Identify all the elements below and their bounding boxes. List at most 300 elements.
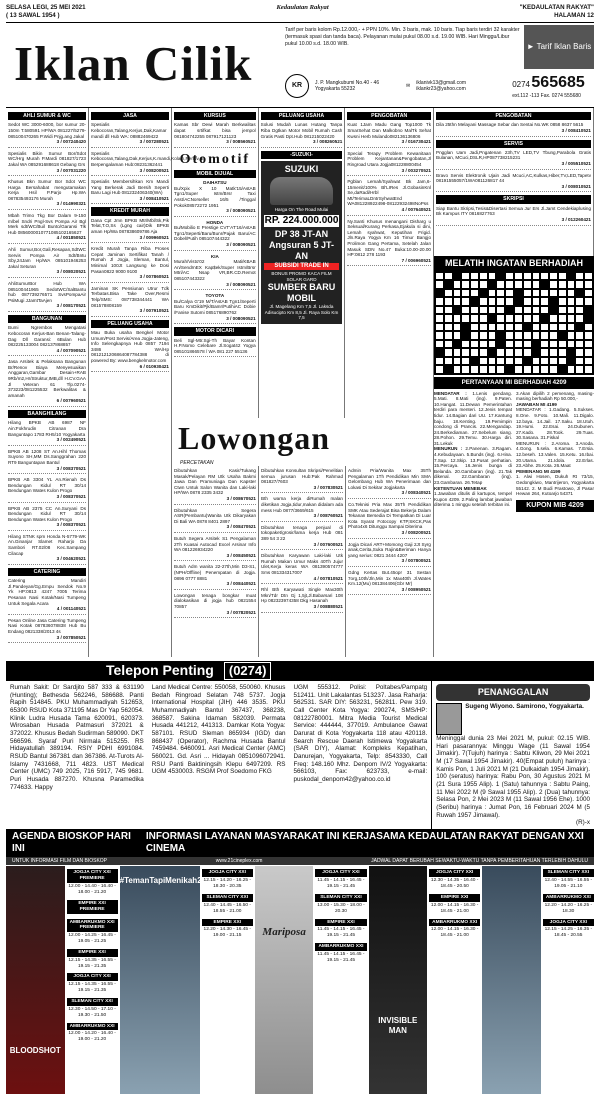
right-block — [434, 108, 594, 657]
telepon-area: (0274) — [224, 662, 272, 680]
crossword-cell — [532, 323, 541, 332]
category-header: BANGUNAN — [8, 315, 86, 323]
classified-ad — [8, 420, 86, 445]
suzuki-price: RP. 224.000.000 — [264, 214, 339, 226]
ad-text: Spesialis Kebocoran,Talang,Kerjus,Dak,Kamar mandi dll Hub WA: 08882469422 — [91, 122, 167, 139]
crossword-cell — [453, 323, 462, 332]
classified-ad — [174, 299, 256, 324]
ad-text: Hilang STNK spm Honda N-5779-WK An.Ginanjar Slamet Raharjo Da Sambori RT.02/08 Kec.Sampang Cilacap — [8, 533, 86, 556]
film-poster: INVISIBLE MAN — [369, 866, 428, 1094]
crossword-cell — [505, 323, 514, 332]
portrait-photo — [436, 703, 462, 735]
agenda-website: www.21cineplex.com — [215, 858, 263, 865]
classified-ad — [8, 359, 86, 407]
crossword-cell — [488, 289, 497, 298]
crossword-cell — [514, 348, 523, 357]
ad-text: Bth warna kerja diRumah malan diketikan Jogja,tidur,makan didalam ada mess Hub 0877/3669/615 — [261, 496, 343, 513]
crossword-cell — [496, 280, 505, 289]
ad-ref: 7 / 006960521 — [401, 257, 431, 263]
crossword-cell — [505, 280, 514, 289]
suzuki-brand: SUZUKI — [284, 164, 319, 175]
ad-ref: 3 / 008880521 — [313, 603, 343, 609]
crossword-cell — [567, 306, 576, 315]
crossword-cell — [558, 323, 567, 332]
crossword-cell — [444, 272, 453, 281]
ad-ref: 3 / 008200521 — [401, 530, 431, 536]
crossword-black-cell — [584, 306, 593, 315]
penanggalan-name: Sugeng Wiyono. Samirono, Yogyakarta. — [465, 702, 584, 710]
ad-text: Dibutuhkan Karyawan Laki-laki Utk Rumah Makan Umur Maks 40Th Jujur Ulet,Kerja keras WA 081390574777 Sms 081334317007 — [261, 553, 343, 575]
showtimes: 11.45 - 14.15 - 16.45 - 19.15 - 21.45 — [317, 951, 365, 963]
classified-ad — [348, 502, 431, 539]
ad-ref: 3 / 008670521 — [226, 496, 256, 502]
otomotif-col-1 — [172, 108, 259, 418]
ad-ref: 3 / 008090521 — [226, 281, 256, 287]
showtimes: 12.40 - 14.55 - 16.55 - 19.05 - 21.10 — [544, 878, 593, 890]
crossword-cell — [496, 297, 505, 306]
crossword-cell — [435, 331, 444, 340]
crossword-cell — [549, 323, 558, 332]
crossword-cell — [435, 272, 444, 281]
classified-ad — [347, 219, 431, 267]
classified-ad — [347, 179, 431, 216]
crossword-cell — [479, 365, 488, 374]
brand-subheader: DAIHATSU — [203, 180, 227, 186]
otomotif-col-2 — [259, 108, 346, 418]
showtimes: 12.00 - 14.40 - 16.40 - 18.00 - 21.20 — [68, 884, 116, 895]
crossword-cell — [523, 280, 532, 289]
category-header: SERVIS — [436, 140, 591, 148]
crossword-cell — [470, 331, 479, 340]
showtimes: 12.30 - 14.35 - 16.40 - 18.45 - 20.50 — [430, 878, 479, 890]
phone-ext: ext.112 -113 Fax. 0274 555680 — [512, 92, 581, 99]
cinema-name: SLEMAN CITY XXI — [543, 869, 594, 877]
crossword-cell — [567, 289, 576, 298]
crossword-cell — [567, 323, 576, 332]
crossword-cell — [532, 331, 541, 340]
ad-text: BPKB AB 1208 ST An.Hihl Thomas Suyono SH,MM Ds.Sanggrahan 220 RT9 Banguntapan Bantul — [8, 448, 86, 465]
crossword-cell — [514, 331, 523, 340]
phone-area: 0274 — [512, 80, 530, 90]
crossword-cell — [532, 297, 541, 306]
crossword-cell — [549, 348, 558, 357]
crossword-cell — [461, 357, 470, 366]
crossword-cell — [523, 297, 532, 306]
crossword-cell — [470, 323, 479, 332]
cinema-name: EMPIRE XXI — [202, 919, 253, 927]
ad-text: Sedot WC 3000-6000, bor sumur 20-150m T.580591 HP/WA 081227/5279-085100470265 P.Widi Pnjg.ang Jakal — [8, 122, 86, 139]
classified-ad — [348, 542, 431, 567]
crossword-cell — [488, 306, 497, 315]
classified-ad — [8, 506, 86, 531]
suzuki-bonus: BONUS PROMO KACA FILM SOLAR GARD — [271, 271, 332, 282]
ad-ref: 3 / 007860521 — [139, 274, 169, 280]
classified-ad — [8, 122, 86, 147]
ad-ref: 3 / 012260421 — [561, 216, 591, 222]
crossword-cell — [470, 280, 479, 289]
ad-ref: 3 / 008370521 — [56, 493, 86, 499]
category-peluang-usaha: PELUANG USAHA — [261, 112, 343, 120]
email-icon: ✉ — [406, 82, 411, 89]
crossword-cell — [523, 365, 532, 374]
classified-ad — [8, 247, 86, 278]
kr-logo-icon: KR — [285, 74, 309, 98]
ad-ref: 3 / 007830521 — [313, 484, 343, 490]
classified-ad — [174, 468, 256, 505]
ad-text: Lowongan tenaga bongkar muat dialokasikan di jogja hub 0821554 70857 — [174, 592, 256, 609]
crossword-black-cell — [496, 340, 505, 349]
crossword-black-cell — [540, 314, 549, 323]
ad-text: Pgblan Lemah/Syahwat Bk Jam,6-15menit/100% Bl'LIRes Jl.GobasinKnl Se,daRadi/Hrbl Mt/TerimaLDntrSyhwatEnd WA081228922498-08122932498NoPss — [347, 179, 431, 207]
crossword-cell — [549, 314, 558, 323]
ad-ref: 3 / 008370521 — [56, 465, 86, 471]
penanggalan-text: Meninggal dunia 23 Mei 2021 M, pukul: 02.15 WIB. Hari pasarannya: Minggu Wage (11 Sawal 1954 Jimakir). 7(Tujuh) harinya : Sabtu Kliwon, 29 Mei 2021 M (17 Sawal 1954 Jimakir). 40(Empat puluh) harinya : Kamis Pon, 1 Juli 2021 M (21 Dulkaidah 1954 Jimakir). 100 (seratus) harinya: Rabu Pon, 30 Agustus 2021 M (21 Sura 1955 Alip). 1 (Satu) tahunnya : Sabtu Paing, 11 Mei 2022 M (9 Sawal 1955 Alip). 2 (Dua) tahunnya: Selasa Pon, 2 Mei 2023 M (11 Sawal 1956 Ehe). 1000 (Seribu) harinya : Jumat Pon, 16 Februari 2024 M (5 Ruwah 1957 Jimawal). — [436, 734, 590, 819]
ad-text: Pesan Online Jasa Catering Tumpeng Nasi Kotak 087836078838 Hub Bu Endang 0821338/2013 4s — [8, 617, 86, 634]
showtimes: 12.00 - 14.15 - 16.30 - 18.45 - 21.00 — [430, 927, 479, 939]
classified-ad — [347, 122, 431, 147]
crossword-cell — [575, 280, 584, 289]
cinema-name: EMPIRE XXI — [67, 949, 118, 957]
mobil-ads — [174, 180, 256, 324]
crossword-cell — [514, 272, 523, 281]
classified-ad — [8, 477, 86, 502]
showtimes: 12.00 - 14.25 - 16.45 - 19.05 - 21.25 — [68, 933, 116, 945]
ad-ref: 3 / 008470521 — [226, 524, 256, 530]
penanggalan-title: PENANGGALAN — [436, 684, 590, 701]
ad-text: Dibutuhkan Konsultan Skripsi/Penelitian semua jurusan Hub:Pak Rahmad 081827/7603 — [261, 468, 343, 485]
penanggalan-content — [436, 703, 590, 735]
classified-ad — [91, 330, 169, 372]
crossword-black-cell — [461, 331, 470, 340]
classified-ad: Beli Sgl-Mtr.Sgi-Th Bayar Kontan H.P.Nomo Celebare Jl.Sogat42 Yogya 085101866578 / WA 081 227 55136 — [174, 338, 256, 358]
ad-text: Dibutuhkan Segera ASR(Pembantu)Wanita Utk Dikaryakan Di Bali WA 0878 8401 2897 — [174, 507, 256, 524]
crossword-cell — [470, 306, 479, 315]
crossword-cell — [453, 365, 462, 374]
film-schedule — [315, 866, 366, 1094]
crossword-cell — [479, 331, 488, 340]
crossword-cell — [488, 323, 497, 332]
crossword-cell — [558, 297, 567, 306]
crossword-cell — [435, 365, 444, 374]
ad-ref: 3 / 008170521 — [56, 303, 86, 309]
crossword-black-cell — [549, 297, 558, 306]
crossword-black-cell — [575, 323, 584, 332]
phone-block — [512, 73, 585, 99]
ad-ref: 3 / 004620521 — [56, 556, 86, 562]
crossword-cell — [567, 340, 576, 349]
crossword-cell — [461, 280, 470, 289]
ad-ref: 3 / 002490521 — [56, 437, 86, 443]
crossword-cell — [444, 340, 453, 349]
ad-text: Spesialis Kebocoran,Talang,Dak,Kerjus,K.mandi,Kolam,Renov,dll Berpengalaman Hub:08231362441 — [91, 150, 205, 167]
ad-text: Dana Cpt Jmn BPKB Mtr/Mbl/Sk,Pik Telat,T.O,Ss (Lgng cair)Dik BPKB aman Hp/Wa 087838609786 Aja — [91, 217, 169, 234]
crossword-cell — [558, 306, 567, 315]
crossword-cell — [540, 357, 549, 366]
crossword-black-cell — [540, 280, 549, 289]
crossword-cell — [567, 365, 576, 374]
category-suzuki: -SUZUKI- — [261, 151, 343, 159]
classified-ad — [436, 206, 591, 226]
suzuki-angsuran: Angsuran 5 JT-AN — [269, 239, 335, 261]
ad-ref: 3 / 005510521 — [561, 161, 591, 167]
crossword-cell — [540, 323, 549, 332]
classified-ad — [174, 259, 256, 290]
crossword-cell — [505, 272, 514, 281]
crossword-cell — [505, 331, 514, 340]
crossword-cell — [532, 314, 541, 323]
crossword-cell — [444, 289, 453, 298]
category-header: SKRIPSI — [436, 195, 591, 203]
film-poster: Mariposa — [255, 866, 314, 1094]
ad-text: Bu/Xpix X 10 Matk'15/AstAB Tgn1/Super Istm/Brsr Taxi Asst/ACNorsellet 16/5 /Tinggal Pokok08572272 1951 — [174, 185, 256, 208]
center-block — [172, 108, 434, 657]
cinema-name: JOGJA CITY XXI — [429, 869, 480, 877]
crossword-cell — [523, 314, 532, 323]
suzuki-line1: Harga On The Road Mulai — [274, 207, 329, 213]
category-header: BAANGHILANG — [8, 410, 86, 418]
crossword-cell — [505, 314, 514, 323]
crossword-black-cell — [558, 331, 567, 340]
film-schedule — [429, 866, 480, 1094]
ad-ref: 3 / 007910521 — [139, 308, 169, 314]
lowongan-sub: PERCETAKAN — [180, 460, 214, 466]
crossword-cell — [461, 348, 470, 357]
crossword-black-cell — [523, 323, 532, 332]
tarif-row — [281, 25, 594, 69]
ad-text: Siap Bantu Skripsi,Tesis&Disertasi Semua Jur Ers Jl.Jamt Cendekiaplusing Bk Kampus ITY 0816827763 — [436, 205, 591, 217]
classified-ad — [261, 553, 343, 584]
crossword-cell — [514, 314, 523, 323]
crossword-cell — [479, 280, 488, 289]
crossword-cell — [558, 314, 567, 323]
crossword-cell — [453, 314, 462, 323]
ad-text: Kuat 1Jam Madu Gang Top1000 Tk SmarSehat Dan Malkobno MalTk Sehat Kwsni Herb Mulando082136136806 — [347, 122, 431, 139]
showtimes: 13.00 - 15.30 - 18.00 - 20.30 — [317, 902, 365, 914]
tts-clues — [434, 391, 594, 513]
classified-ad — [436, 150, 591, 170]
ad-text: BPKB AB 3304 YL An.Rienah Ds Bendungan Kidul RT 30/14 Bendungan Wates Kulon Progo — [8, 477, 86, 494]
suzuki-address: Jl. Magelang Km 7,5 Jl. Laksda Adisucipto Km 8,5 Jl. Raya Solo Km 7,5 — [264, 304, 339, 321]
ad-ref: 3 / 008370521 — [56, 522, 86, 528]
crossword-cell — [523, 289, 532, 298]
film-poster: BLOODSHOT — [6, 866, 65, 1094]
ad-text: Bravo Servis Elektronik Ujain Jadi Mcuci,AC,Kulkas,Hiber,TV,LED,Tapetv 08191555057/1WA081126817 44 — [436, 172, 591, 184]
crossword-black-cell — [584, 314, 593, 323]
tarif-badge — [524, 25, 594, 69]
crossword-grid — [434, 271, 594, 375]
crossword-cell — [479, 323, 488, 332]
ad-ref: 3 / 008950521 — [401, 586, 431, 592]
crossword-cell — [435, 340, 444, 349]
crossword-cell — [435, 357, 444, 366]
crossword-cell — [470, 272, 479, 281]
lowongan-column — [346, 466, 433, 657]
ad-text: Jaminan SK Pensiunan Utrur Tdk Terbatas.Bisa Take Over,Resmi Telp/SMS: 087738344441 WA 081578808159 — [91, 285, 169, 308]
crossword-cell — [444, 314, 453, 323]
address: J. P. Mangkubumi No.40 - 46 Yogyakarta 55232 — [315, 79, 380, 92]
crossword-cell — [540, 306, 549, 315]
crossword-cell — [496, 348, 505, 357]
ad-text: Admin Pria/Wanita Max 35Th Pengalaman 1Th Pendidikan Min SMA Gelombang Hub WA Penerimaan dan Lokasi Di Sekitar Jogjakarta — [348, 468, 431, 490]
crossword-cell — [470, 348, 479, 357]
lowongan-column — [172, 466, 259, 657]
crossword-cell — [435, 323, 444, 332]
penanggalan-sign: (R)-x — [576, 819, 590, 827]
cinema-name: AMBARRUKMO XXI PREMIERE — [67, 919, 118, 933]
crossword-cell — [549, 331, 558, 340]
tts-subtitle: PERTANYAAN MI BERHADIAH 4209 — [434, 377, 594, 389]
brand-subheader: HONDA — [206, 219, 224, 225]
crossword-black-cell — [567, 272, 576, 281]
crossword-cell — [584, 280, 593, 289]
showtimes: 12.15 - 14.20 - 16.25 - 18.30 - 20.35 — [203, 878, 252, 890]
crossword-black-cell — [567, 357, 576, 366]
crossword-cell — [584, 272, 593, 281]
crossword-cell — [479, 272, 488, 281]
crossword-cell — [444, 323, 453, 332]
showtimes: 12.30 - 14.50 - 17.10 - 19.30 - 21.50 — [68, 1006, 116, 1018]
lowongan-column — [259, 466, 346, 657]
ad-ref: 3 / 007600521 — [313, 541, 343, 547]
cinema-name: EMPIRE XXI — [429, 894, 480, 902]
ad-text: Jasa Arsitek & Pelaksana Bangunan Br/Renov Biaya Menyesuaikan Anggaran,Gambar Desain+RAB 9Rb/m2,Hr/Struktur,IMB,dll H.CV.GAA Jl Veteran 61 Tlp.0274-373223/081225532 Berkwalitas & amanah — [8, 359, 86, 398]
crossword-cell — [488, 272, 497, 281]
cinema-name: EMPIRE XXI PREMIERE — [67, 900, 118, 914]
ad-ref: 3 / 008760521 — [313, 513, 343, 519]
header-rule — [6, 22, 594, 23]
ad-text: AhliSumurBor Hub WA 085100441965 SedotWC/SalBantu hub 087739276571 SvsPompaAir PsiMugi JJamtTaAjen — [8, 281, 86, 303]
cinema-name: SLEMAN CITY XXI — [315, 894, 366, 902]
crossword-cell — [435, 297, 444, 306]
film-poster: #TemanTapiMenikah2 — [120, 866, 200, 1094]
cinema-name: JOGJA CITY XXI — [202, 869, 253, 877]
agenda-info: INFORMASI LAYANAN MASYARAKAT INI KERJASAMA KEDAULATAN RAKYAT DENGAN XXI CINEMA — [145, 831, 584, 855]
classified-ad — [8, 325, 86, 356]
category-header: PELUANG USAHA — [91, 320, 169, 328]
crossword-cell — [575, 314, 584, 323]
classified-ad — [91, 179, 169, 204]
cinema-name: JOGJA CITY XXI PREMIERE — [67, 869, 118, 883]
crossword-cell — [488, 340, 497, 349]
crossword-cell — [461, 272, 470, 281]
ad-ref: 3 / 003270521 — [401, 167, 431, 173]
classified-ad — [436, 122, 591, 136]
crossword-cell — [558, 289, 567, 298]
tts-title: MELATIH INGATAN BERHADIAH — [434, 256, 594, 271]
ad-text: Spesialis Membersihkan Km Mandi Yang Berkerak Jadi Bersih Seperti Baru Lagi Hub 081232406340(WA) — [91, 179, 169, 196]
ad-text: Butuh Adm wanita 22-27th,Min D3-S1,(NPH/Offline) Penempatan di Jogja. 0896 0777 8881 — [174, 564, 256, 581]
otomotif-title: Otomotif — [179, 151, 251, 167]
crossword-cell — [514, 280, 523, 289]
crossword-black-cell — [549, 306, 558, 315]
ad-ref: 6 / 007960521 — [56, 398, 86, 404]
crossword-cell — [514, 323, 523, 332]
showtimes: 12.00 - 14.20 - 16.40 - 19.00 - 21.20 — [68, 1031, 116, 1043]
telepon-col-2: Land Medical Centre: 550058, 550060. Khusus Bedah Ringroad Selatan 748 5737. Jogja International Hospital (JIH) 446 3535. PKU Muhammadiyah Bantul 367437, 368238, 368587. Sakina Idaman 582039. Permata Husada 441212, 441313. Damkar Kota Yogya: 587101. RSUD Sleman 865934 (IGD) dan 868437 (Operator), Rachma Husada Bantul 7459484. 6460091. Asri Medical Center (AMC) 560021. Gd. Asri ... Hidayah 0851096072941. RSU Panti Baktiningsih Klepu 6497209. RS UGM 4530003. RSGM Prof Soedomo FKG — [151, 684, 286, 776]
ad-text: Jogja Dicari ART+Momong Gaji 2Jt Syrg anak,Cerita,Suka Rajin&Beriman Hanya yang serius: 0821 3444 4207 — [348, 541, 431, 558]
ad-ref: 3 / 007800521 — [401, 558, 431, 564]
film-schedule — [543, 866, 594, 1094]
showtimes: 12.00 - 14.15 - 16.30 - 18.45 - 21.00 — [430, 902, 479, 914]
ad-ref: 4 / 007810521 — [313, 575, 343, 581]
classified-ad — [91, 246, 169, 283]
crossword-black-cell — [453, 272, 462, 281]
classified-ad — [8, 449, 86, 474]
phone-number: 565685 — [531, 74, 585, 92]
crossword-black-cell — [470, 297, 479, 306]
film-schedule — [202, 866, 253, 1094]
crossword-cell — [470, 365, 479, 374]
crossword-cell — [523, 340, 532, 349]
cinema-name: AMBARRUKMO XXI — [67, 1023, 118, 1031]
cinema-name: SLEMAN CITY XXI — [67, 998, 118, 1006]
classified-ad — [261, 496, 343, 521]
category-motor-dicari: MOTOR DICARI — [174, 327, 256, 335]
crossword-cell — [444, 331, 453, 340]
ad-text: Ahli Sumur,Bor,Gali,Resapan,SdtWC Servis Pompa Air Sdt/Bntu Sby,24Jam Hp/WA 085101946253 Jakal Seturan — [8, 247, 86, 269]
crossword-black-cell — [514, 297, 523, 306]
ad-ref: 3 / 008450521 — [226, 552, 256, 558]
crossword-cell — [532, 357, 541, 366]
classified-ad — [261, 525, 343, 550]
ad-text: Co.Teknisi Pria Max 35Th Pendidikan SMK Atau Sederajat Bisa Bekerja Dalam Tekanan Bersedia Di Tempatkan Di Luar Kota Syarat Fotocopy KTP,SKCK,Pas Photo4x6 Ditunggu Sampai Diterima — [348, 502, 431, 530]
ad-ref: 3 / 007280521 — [139, 139, 169, 145]
crossword-cell — [540, 289, 549, 298]
crossword-cell — [453, 357, 462, 366]
crossword-cell — [540, 340, 549, 349]
ad-ref: 3 / 007240420 — [56, 139, 86, 145]
category-header: KREDIT MURAH — [91, 207, 169, 215]
cinema-name: EMPIRE XXI — [315, 919, 366, 927]
crossword-cell — [444, 297, 453, 306]
crossword-cell — [505, 357, 514, 366]
classified-ad — [174, 593, 256, 618]
category-mobil-dijual: MOBIL DIJUAL — [174, 170, 256, 178]
crossword-cell — [523, 306, 532, 315]
page-header — [6, 4, 594, 22]
classified-ad: Kamas Sbr Dewi Marah Berkwalitas dapat srtifkat bisa jempol 081804742255 087917121123 3 / 008560521 — [174, 122, 256, 147]
crossword-black-cell — [496, 272, 505, 281]
ad-ref: 3 / 008090521 — [226, 208, 256, 214]
classified-ad — [8, 618, 86, 643]
crossword-cell — [540, 272, 549, 281]
classified-ad — [8, 578, 86, 615]
classified-ad — [8, 213, 86, 244]
crossword-cell — [514, 365, 523, 374]
crossword-black-cell — [532, 340, 541, 349]
crossword-cell — [558, 280, 567, 289]
ad-ref: 3 / 007820521 — [226, 609, 256, 615]
ad-text: Mbah Trimo Tkg Bor Dalam 9-150 m/bel Sndri Pngl-Svs Pompa Air Bgl Merk sdt/WC/Buil Bunto/Garansi Tlk Hub 0856000010771085102165627 — [8, 213, 86, 235]
crossword-cell — [584, 365, 593, 374]
showtimes: 12.20 - 14.20 - 16.25 - 18.30 — [544, 902, 593, 914]
crossword-cell — [549, 365, 558, 374]
masthead-title: Iklan Cilik — [14, 36, 253, 91]
crossword-cell — [435, 306, 444, 315]
ad-ref: 4 / 001850521 — [56, 235, 86, 241]
ad-ref: 3 / 008410521 — [561, 127, 591, 133]
contact-row — [281, 69, 594, 103]
crossword-black-cell — [453, 340, 462, 349]
crossword-cell — [523, 331, 532, 340]
crossword-black-cell — [488, 314, 497, 323]
ad-text: Dibutuhkan tenaga penjual di tokopaket/grosir/lama kerja Hub 081 389 54 3 22 — [261, 524, 343, 542]
ad-ref: 3 / 009960521 — [139, 234, 169, 240]
classified-ad — [174, 508, 256, 533]
ad-text: BPKB AB 2375 CC An.Suryani Ds Bendungan Kidul RT 30/14 Bendungan Wates Kulon Progo — [8, 505, 86, 522]
cinema-name: AMBARRUKMO XXI — [315, 943, 366, 951]
showtimes: 12.20 - 14.30 - 16.45 - 19.00 - 21.15 — [203, 927, 252, 939]
